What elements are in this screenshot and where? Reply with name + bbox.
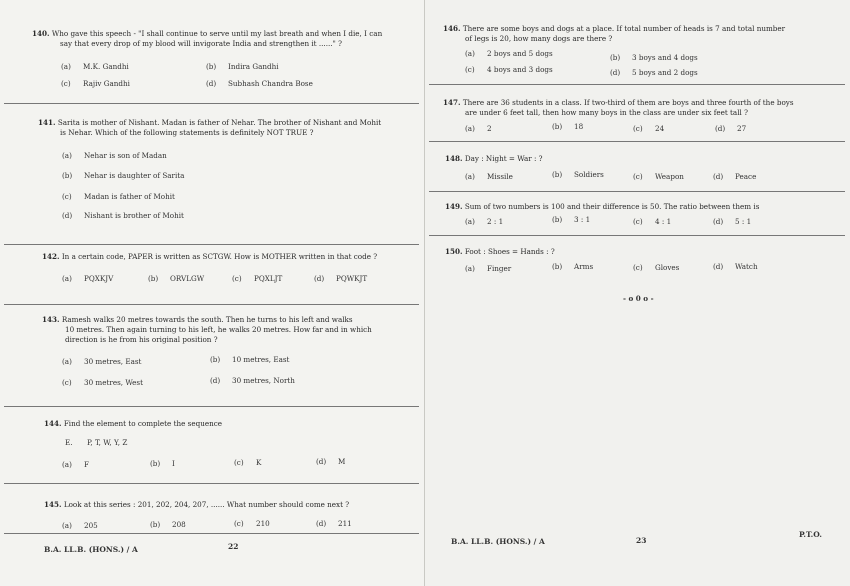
option-d[interactable]: (d) 5 boys and 2 dogs: [610, 68, 698, 77]
question-140: 140. Who gave this speech - "I shall continue to serve until my last breath and when I die, I can: [32, 29, 383, 38]
option-d[interactable]: (d) 211: [316, 519, 352, 528]
option-b[interactable]: (b) ORVLGW: [148, 274, 205, 283]
option-c[interactable]: (c) Madan is father of Mohit: [62, 192, 175, 201]
question-147: 147. There are 36 students in a class. If two-third of them are boys and three fourth of the boys: [443, 98, 794, 107]
option-d[interactable]: (d) Nishant is brother of Mohit: [62, 211, 184, 220]
question-150: 150. Foot : Shoes = Hands : ?: [445, 247, 555, 256]
end-mark: - o 0 o -: [623, 294, 654, 303]
question-148: 148. Day : Night = War : ?: [445, 154, 543, 163]
question-144: 144. Find the element to complete the sequence: [44, 419, 222, 428]
option-b[interactable]: (b) Nehar is daughter of Sarita: [62, 171, 185, 180]
footer-course: B.A. LL.B. (HONS.) / A: [44, 545, 138, 554]
option-b[interactable]: (b) 3 boys and 4 dogs: [610, 53, 698, 62]
option-a[interactable]: (a) F: [62, 460, 89, 469]
option-b[interactable]: (b) 18: [552, 122, 584, 131]
option-d[interactable]: (d) M: [316, 457, 346, 466]
option-c[interactable]: (c) PQXLJT: [232, 274, 283, 283]
option-d[interactable]: (d) 30 metres, North: [210, 376, 295, 385]
option-a[interactable]: (a) 2 boys and 5 dogs: [465, 49, 553, 58]
right-page: [425, 0, 850, 586]
page-number: 22: [228, 542, 239, 551]
option-c[interactable]: (c) 4 boys and 3 dogs: [465, 65, 553, 74]
option-a[interactable]: (a) 205: [62, 521, 98, 530]
option-d[interactable]: (d) Peace: [713, 172, 757, 181]
option-a[interactable]: (a) 2 : 1: [465, 217, 504, 226]
option-b[interactable]: (b) 10 metres, East: [210, 355, 290, 364]
separator: [4, 483, 419, 484]
separator: [4, 304, 419, 305]
separator: [4, 406, 419, 407]
option-b[interactable]: (b) 3 : 1: [552, 215, 591, 224]
option-c[interactable]: (c) 4 : 1: [633, 217, 672, 226]
option-d[interactable]: (d) 27: [715, 124, 747, 133]
option-b[interactable]: (b) 208: [150, 520, 186, 529]
option-b[interactable]: (b) I: [150, 459, 175, 468]
option-c[interactable]: (c) K: [234, 458, 262, 467]
separator: [4, 533, 419, 534]
question-149: 149. Sum of two numbers is 100 and their difference is 50. The ratio between them is: [445, 202, 760, 211]
question-147-line2: are under 6 feet tall, then how many boys in the class are under six feet tall ?: [465, 108, 748, 117]
option-c[interactable]: (c) 210: [234, 519, 270, 528]
option-c[interactable]: (c) 30 metres, West: [62, 378, 143, 387]
question-146: 146. There are some boys and dogs at a place. If total number of heads is 7 and total number: [443, 24, 786, 33]
separator: [429, 235, 845, 236]
option-b[interactable]: (b) Soldiers: [552, 170, 604, 179]
option-a[interactable]: (a) M.K. Gandhi: [61, 62, 129, 71]
page-number: 23: [636, 536, 647, 545]
question-142: 142. In a certain code, PAPER is written as SCTGW. How is MOTHER written in that code ?: [42, 252, 378, 261]
option-a[interactable]: (a) Finger: [465, 264, 512, 273]
pto-label: P.T.O.: [799, 530, 822, 539]
separator: [429, 84, 845, 85]
question-141-line2: is Nehar. Which of the following statements is definitely NOT TRUE ?: [60, 128, 314, 137]
separator: [4, 103, 419, 104]
question-143-line3: direction is he from his original position ?: [65, 335, 218, 344]
option-a[interactable]: (a) Missile: [465, 172, 513, 181]
option-b[interactable]: (b) Arms: [552, 262, 594, 271]
option-a[interactable]: (a) PQXKJV: [62, 274, 114, 283]
question-140-line2: say that every drop of my blood will invigorate India and strengthen it ......" ?: [60, 39, 343, 48]
option-c[interactable]: (c) 24: [633, 124, 665, 133]
footer-course: B.A. LL.B. (HONS.) / A: [451, 537, 545, 546]
option-a[interactable]: (a) 30 metres, East: [62, 357, 142, 366]
question-143-line2: 10 metres. Then again turning to his left, he walks 20 metres. How far and in which: [65, 325, 372, 334]
sequence: P, T, W, Y, Z: [87, 438, 128, 447]
option-c[interactable]: (c) Weapon: [633, 172, 684, 181]
option-c[interactable]: (c) Rajiv Gandhi: [61, 79, 130, 88]
question-145: 145. Look at this series : 201, 202, 204, 207, ...... What number should come next ?: [44, 500, 350, 509]
question-146-line2: of legs is 20, how many dogs are there ?: [465, 34, 613, 43]
option-d[interactable]: (d) 5 : 1: [713, 217, 752, 226]
question-141: 141. Sarita is mother of Nishant. Madan is father of Nehar. The brother of Nishant and Mohit: [38, 118, 382, 127]
option-b[interactable]: (b) Indira Gandhi: [206, 62, 279, 71]
option-a[interactable]: (a) 2: [465, 124, 492, 133]
option-c[interactable]: (c) Gloves: [633, 263, 680, 272]
sequence-label: E. P, T, W, Y, Z: [65, 438, 128, 447]
separator: [4, 244, 419, 245]
option-d[interactable]: (d) Watch: [713, 262, 758, 271]
option-d[interactable]: (d) Subhash Chandra Bose: [206, 79, 313, 88]
separator: [429, 191, 845, 192]
question-143: 143. Ramesh walks 20 metres towards the south. Then he turns to his left and walks: [42, 315, 353, 324]
option-d[interactable]: (d) PQWKJT: [314, 274, 368, 283]
separator: [429, 141, 845, 142]
option-a[interactable]: (a) Nehar is son of Madan: [62, 151, 167, 160]
